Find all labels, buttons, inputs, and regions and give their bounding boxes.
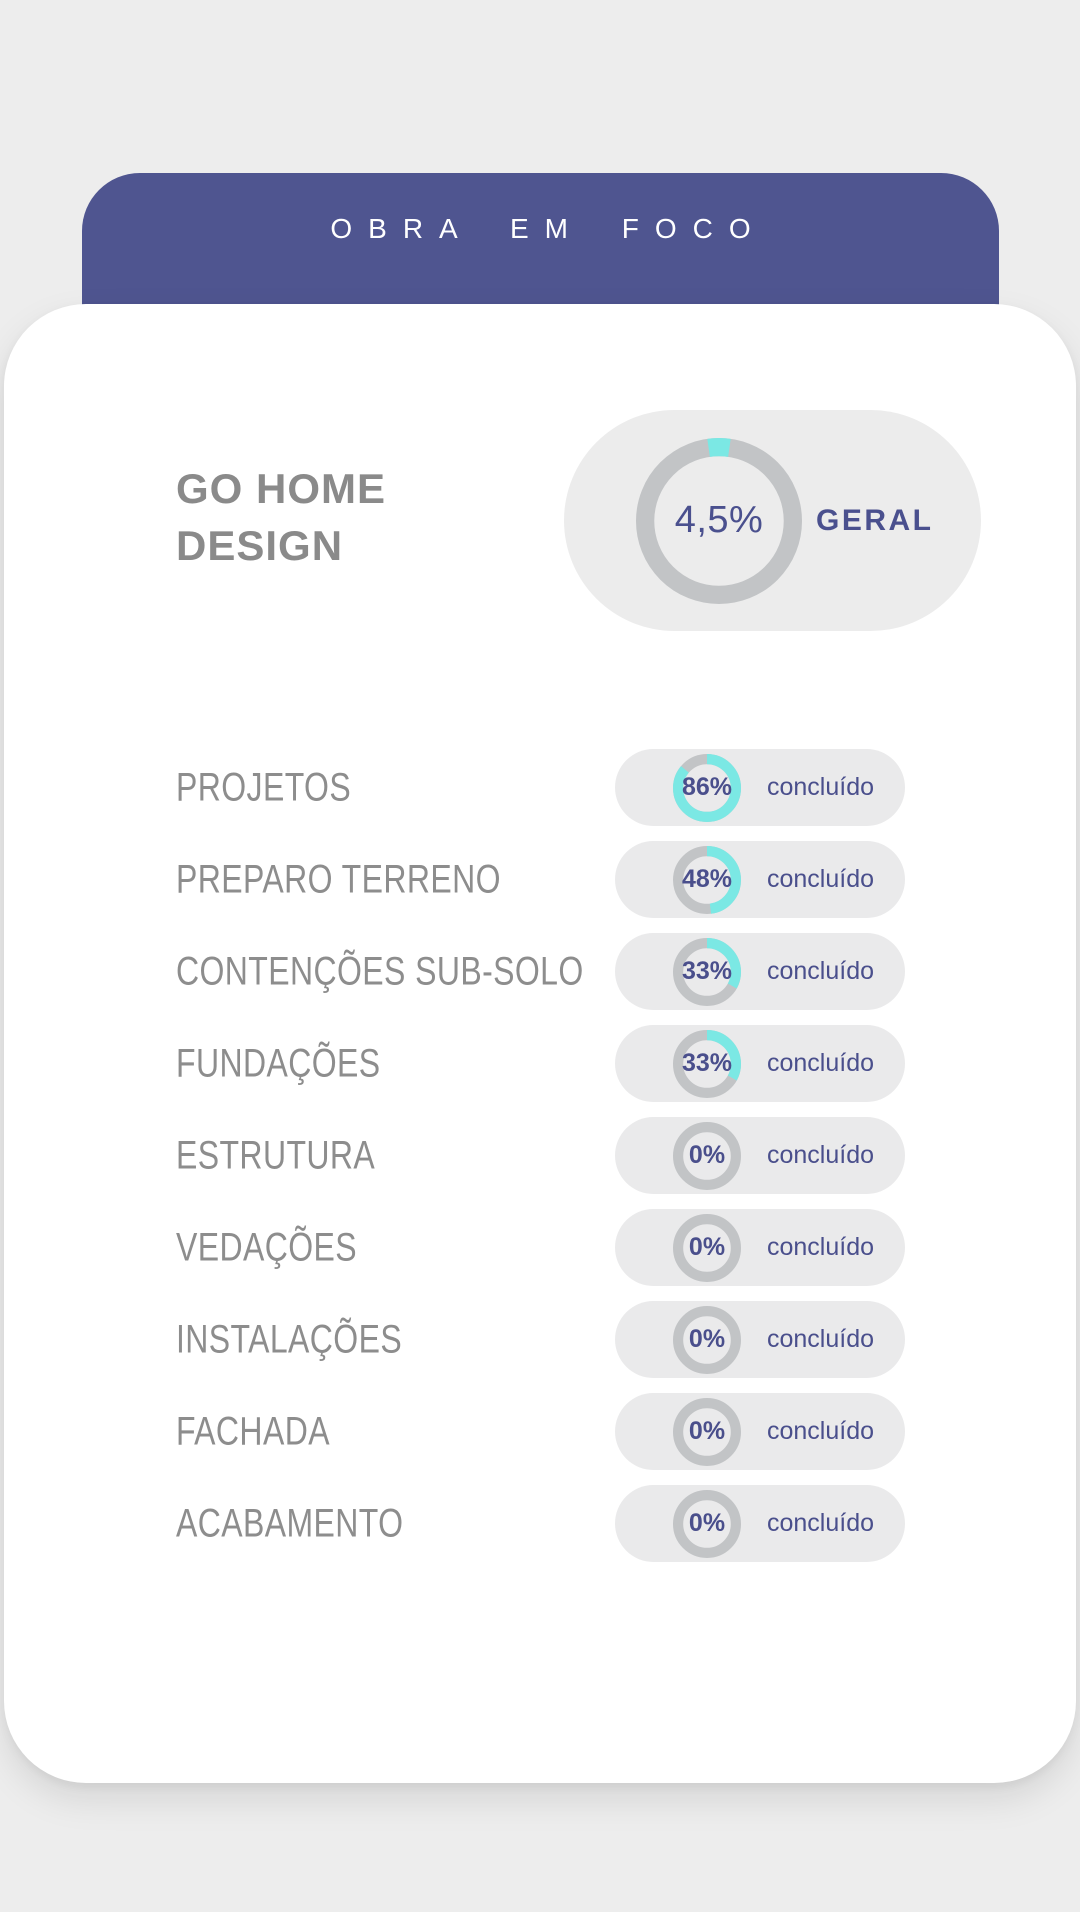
phase-label: VEDAÇÕES [176,1225,358,1269]
phase-label: ACABAMENTO [176,1501,404,1545]
phase-percent-value: 0% [688,1141,726,1169]
phase-row [176,841,905,918]
page-title: OBRA EM FOCO [330,213,767,244]
phase-progress-pill [615,1393,905,1470]
phase-percent-value: 0% [688,1509,726,1537]
phase-progress-ring [673,1122,741,1190]
phase-row [176,749,905,826]
overall-progress-pill [564,410,981,631]
phase-status-label: concluído [767,1325,875,1353]
phase-progress-pill [615,933,905,1010]
phase-label: FACHADA [176,1409,330,1453]
phase-progress-pill [615,1301,905,1378]
phase-percent-value: 48% [681,865,733,893]
overall-progress-donut [636,438,802,604]
phase-progress-pill [615,749,905,826]
phase-progress-ring [673,1398,741,1466]
overall-label: GERAL [816,503,934,537]
phase-progress-ring [673,1030,741,1098]
phase-progress-pill [615,1485,905,1562]
phase-label: ESTRUTURA [176,1133,376,1177]
phase-label: FUNDAÇÕES [176,1041,381,1085]
phase-row [176,1117,905,1194]
phase-percent-value: 33% [681,957,733,985]
phase-progress-ring [673,1214,741,1282]
phase-progress-ring [673,938,741,1006]
overall-percent-value: 4,5% [674,499,764,541]
phase-progress-pill [615,1209,905,1286]
phase-progress-pill [615,1025,905,1102]
phase-label: PROJETOS [176,765,352,809]
phase-progress-pill [615,841,905,918]
phase-row [176,1485,905,1562]
phase-label: CONTENÇÕES SUB-SOLO [176,949,584,993]
phase-status-label: concluído [767,1141,875,1169]
phase-progress-ring [673,846,741,914]
phase-percent-value: 0% [688,1233,726,1261]
phase-progress-pill [615,1117,905,1194]
phase-percent-value: 33% [681,1049,733,1077]
phase-percent-value: 86% [681,773,733,801]
phase-status-label: concluído [767,1417,875,1445]
phase-row [176,1301,905,1378]
phase-progress-ring [673,1306,741,1374]
phase-status-label: concluído [767,1509,875,1537]
report-card [4,304,1076,1783]
phase-row [176,1025,905,1102]
phase-percent-value: 0% [688,1417,726,1445]
phase-progress-ring [673,1490,741,1558]
phase-row [176,933,905,1010]
phase-status-label: concluído [767,957,875,985]
phase-progress-ring [673,754,741,822]
phase-label: PREPARO TERRENO [176,857,501,901]
phase-status-label: concluído [767,1233,875,1261]
phase-status-label: concluído [767,1049,875,1077]
project-name: GO HOME DESIGN [176,465,387,569]
phase-status-label: concluído [767,773,875,801]
phase-row [176,1393,905,1470]
phase-list [176,749,905,1577]
phase-status-label: concluído [767,865,875,893]
phase-label: INSTALAÇÕES [176,1317,403,1361]
phase-row [176,1209,905,1286]
phase-percent-value: 0% [688,1325,726,1353]
